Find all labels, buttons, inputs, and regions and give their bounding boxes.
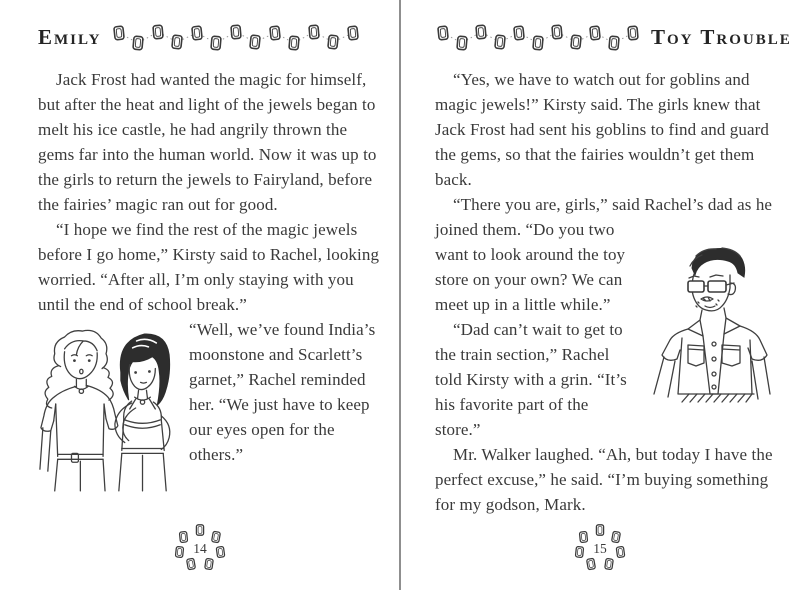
paragraph: Jack Frost had wanted the magic for himself, but after the heat and light of the jewels began to melt his ice castle, he had angrily thrown the gems far into the human world. Now it was up to the girls to return the jewels to Fairyland, before the fairies’ magic ran out for good.: [38, 70, 377, 214]
jewel-chain-ornament: [111, 22, 363, 52]
paragraph: “Well, we’ve found India’s moonstone and Scarlett’s garnet,” Rachel reminded her. “We just have to keep our eyes open for the others.”: [189, 320, 376, 464]
jewel-ring-ornament: [172, 521, 228, 577]
left-page-text: [38, 67, 384, 467]
paragraph: “I hope we find the rest of the magic jewels before I go home,” Kirsty said to Rachel, looking worried. “After all, I’m only staying with you until the end of school break.”: [38, 220, 380, 314]
right-page-text: [435, 67, 786, 517]
page-number: 15: [593, 541, 607, 556]
page-number: 14: [193, 541, 207, 556]
jewel-chain-ornament: [435, 22, 641, 52]
right-page-title: Toy Trouble: [651, 24, 792, 49]
left-page-title: Emily: [38, 24, 102, 49]
paragraph: “Dad can’t wait to get to the train section,” Rachel told Kirsty with a grin. “It’s his favorite part of the store.”: [435, 320, 627, 439]
paragraph: “There you are, girls,” said Rachel’s dad as he joined them. “Do you two: [435, 195, 773, 239]
paragraph: Mr. Walker laughed. “Ah, but today I have the perfect excuse,” he said. “I’m buying something for my godson, Mark.: [435, 445, 773, 514]
jewel-ring-ornament: [572, 521, 628, 577]
two-girls-illustration: [34, 325, 180, 493]
left-running-head: [38, 20, 384, 54]
right-page: [400, 0, 800, 590]
paragraph: “Yes, we have to watch out for goblins and magic jewels!” Kirsty said. The girls knew that Jack Frost had sent his goblins to find and guard the gems, so that the fairies wouldn’t get them back.: [435, 70, 770, 189]
right-running-head: [435, 20, 792, 54]
paragraph: want to look around the toy store on your own? We can meet up in a little while.”: [435, 245, 626, 314]
dad-illustration: [644, 244, 794, 416]
